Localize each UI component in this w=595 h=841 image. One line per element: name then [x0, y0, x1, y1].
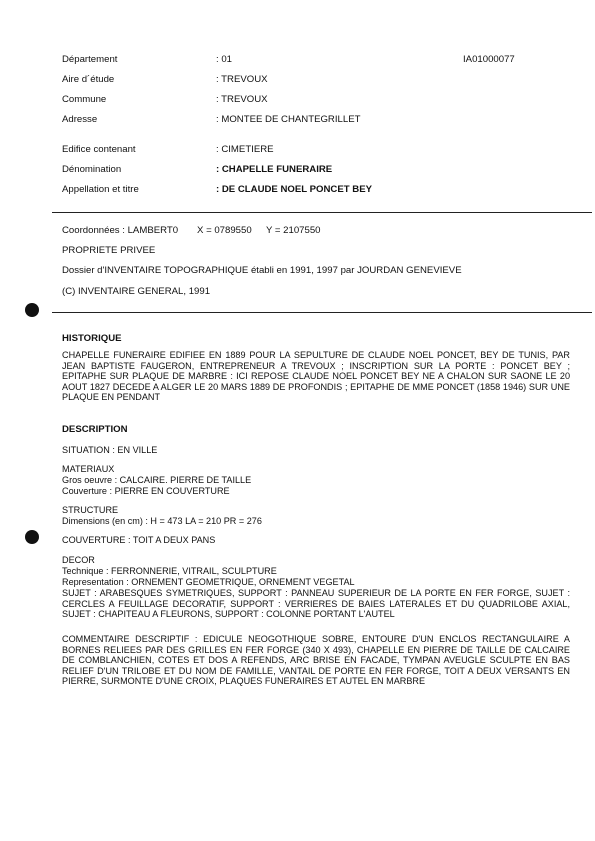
label-aire-etude: Aire d´étude: [62, 74, 115, 85]
ownership: PROPRIETE PRIVEE: [62, 245, 156, 256]
structure-dimensions: Dimensions (en cm) : H = 473 LA = 210 PR = 276: [62, 516, 262, 526]
dossier-line: Dossier d'INVENTAIRE TOPOGRAPHIQUE établi en 1991, 1997 par JOURDAN GENEVIEVE: [62, 265, 462, 276]
label-edifice-contenant: Edifice contenant: [62, 144, 136, 155]
copyright-line: (C) INVENTAIRE GENERAL, 1991: [62, 286, 211, 297]
value-commune: : TREVOUX: [216, 94, 268, 105]
value-denomination: : CHAPELLE FUNERAIRE: [216, 164, 333, 175]
value-adresse: : MONTEE DE CHANTEGRILLET: [216, 114, 361, 125]
coordinates-label: Coordonnées : LAMBERT0: [62, 225, 179, 236]
reference-code: IA01000077: [463, 54, 515, 65]
description-title: DESCRIPTION: [62, 424, 128, 435]
value-aire-etude: : TREVOUX: [216, 74, 268, 85]
couverture-line: COUVERTURE : TOIT A DEUX PANS: [62, 535, 216, 545]
coordinates-y: Y = 2107550: [266, 225, 321, 236]
coordinates-x: X = 0789550: [197, 225, 252, 236]
materiaux-gros-oeuvre: Gros oeuvre : CALCAIRE. PIERRE DE TAILLE: [62, 475, 252, 485]
decor-sujet: SUJET : ARABESQUES SYMETRIQUES, SUPPORT : PANNEAU SUPERIEUR DE LA PORTE EN FER FORGE, SUJET : CERCLES A FEUILLAGE DECORATIF, SUPPORT : VERRIERES DE BAIES LATERALES ET DU QUADRILOBE AXIAL, SUJET : CHAPITEAU A FLEURONS, SUPPORT : COLONNE PORTANT L'AUTEL: [62, 588, 570, 620]
label-commune: Commune: [62, 94, 107, 105]
divider-bottom: [52, 312, 592, 313]
materiaux-title: MATERIAUX: [62, 464, 115, 474]
structure-title: STRUCTURE: [62, 505, 119, 515]
materiaux-couverture: Couverture : PIERRE EN COUVERTURE: [62, 486, 230, 496]
label-departement: Département: [62, 54, 118, 65]
value-edifice-contenant: : CIMETIERE: [216, 144, 274, 155]
label-denomination: Dénomination: [62, 164, 122, 175]
decor-technique: Technique : FERRONNERIE, VITRAIL, SCULPTURE: [62, 566, 277, 576]
commentaire-descriptif: COMMENTAIRE DESCRIPTIF : EDICULE NEOGOTHIQUE SOBRE, ENTOURE D'UN ENCLOS RECTANGULAIRE A BORNES RELIEES PAR DES GRILLES EN FER FORGE (340 X 493), CHAPELLE EN PIERRE DE TAILLE DE CALCAIRE DE COMBLANCHIEN, COTES ET DOS A REFENDS, ARC BRISE EN FACADE, TYMPAN AVEUGLE SCULPTE EN BAS RELIEF D'UN TRILOBE ET DU NOM DE FAMILLE, VANTAIL DE PORTE EN FER FORGE, TOIT A DEUX VERSANTS EN PIERRE, SURMONTE D'UNE CROIX, PLAQUES FUNERAIRES ET AUTEL EN MARBRE: [62, 634, 570, 687]
decor-title: DECOR: [62, 555, 95, 565]
punch-hole-middle: [25, 530, 39, 544]
decor-representation: Representation : ORNEMENT GEOMETRIQUE, ORNEMENT VEGETAL: [62, 577, 355, 587]
value-departement: : 01: [216, 54, 233, 65]
punch-hole-top: [25, 303, 39, 317]
historique-text: CHAPELLE FUNERAIRE EDIFIEE EN 1889 POUR LA SEPULTURE DE CLAUDE NOEL PONCET, BEY DE TUNIS, PAR JEAN BAPTISTE FAUGERON, ENTREPRENEUR A TREVOUX ; INSCRIPTION SUR LA PORTE : PONCET BEY ; EPITAPHE SUR PLAQUE DE MARBRE : ICI REPOSE CLAUDE NOEL PONCET BEY NE A CHALON SUR SAONE LE 20 AOUT 1827 DECEDE A ALGER LE 20 MARS 1889 DE PROFONDIS ; EPITAPHE DE MME PONCET (1858 1946) SUR UNE PLAQUE EN PENDANT: [62, 350, 570, 403]
value-appellation: : DE CLAUDE NOEL PONCET BEY: [216, 184, 373, 195]
label-appellation: Appellation et titre: [62, 184, 139, 195]
label-adresse: Adresse: [62, 114, 98, 125]
situation-line: SITUATION : EN VILLE: [62, 445, 158, 455]
divider-top: [52, 212, 592, 213]
historique-title: HISTORIQUE: [62, 333, 122, 344]
